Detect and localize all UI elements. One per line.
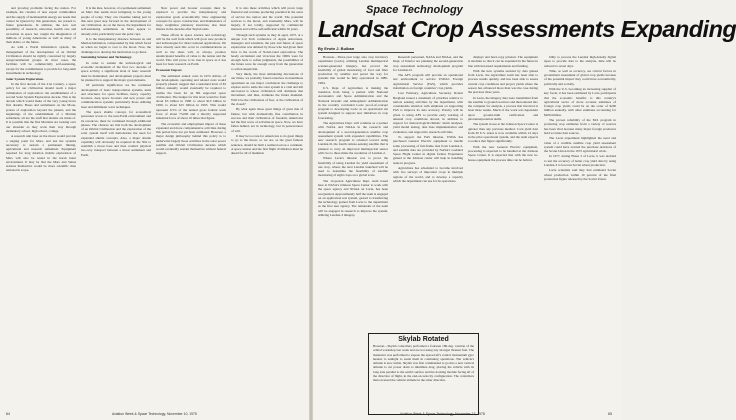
- paragraph: The economic and employment impact of these expanded and more comprehensive activities during this period have not yet been estimated. However, a major design philosophy behind this policy is to underwrite largely those activities in the solar power satellite and Orbital Civilization decades which would eventually sustain themselves without federal support.: [156, 121, 226, 156]
- left-column-2: [81, 6, 151, 408]
- paragraph: Houston—Three-year large area crop inventory experiment (Lacie), utilizing Landsat multispectral scanner-generated imagery, has proved the feasibility of global monitoring of food and fiber production by satellite and paved the way for systems that would be fully operational in 1980-1984.: [318, 55, 388, 85]
- paragraph: The system in use at the Johnson Space Center is quicker than any previous method. Corn yield data from 30 U.S. states is now available within 14 days in the pilot operational system, and the team expects to reduce that figure significantly.: [468, 122, 538, 144]
- paragraph: It may be too late for Americans to do great things to go to the moon, so we are, as the great famous sentence, should be built a realized across a continent. A space station and the first flight civilization must be ahead for all of mankind.: [231, 134, 303, 155]
- paragraph: It is also these activities which will prove large financial and revenue producing potential in the areas of service the nation and the world. The potential services to the moon, and eventually Mars, will be largely, if not totally, supported by commercial interests and will be self-sufficient within 50 years.: [231, 6, 303, 32]
- paragraph: By what again those great things of great risk of failure, but with dramatically fine contribution in success and their civilization of freedom, Americans led the first wave of activities in space. Now, we have fallen behind, not in technology, but in perseverance of will.: [231, 107, 303, 133]
- subhead: Sustaining Science and Technology.: [81, 55, 133, 60]
- paragraph: In the first decade of the 21st Century, a space policy for our civilization should reach a major culmination of exploration: the establishment of a second Solar System Exploration decade. This is the decade which would make of the very young brave first dreams. Bases and settlements on the Moon, probes of exploration beyond the planets, and the beginnings of the establishment of a Martian settlement, all are the stuff that dreams are made of. It is possible that the first Martians are looking over our shoulder as they work their way through elementary school, high school, college.: [6, 82, 76, 133]
- paragraph: The proven reliability of the FAS program in producing crop estimates from a variety of sources has been vital because many major foreign producers hold accurate data sources.: [544, 118, 616, 135]
- paragraph: In order to sustain the technological and economic momentum of the first two decades of space activity, a significant level of basic research must be maintained, and development projects must be planned in to support the major goal elements.: [81, 60, 151, 82]
- section-kicker: Space Technology: [366, 4, 463, 16]
- paragraph: In Lacie, the imagery data were transmitted from the satellite to ground receivers and then entered into the computer for analysis, a process that involved at least three weeks. Much of the work was dependent upon ground-truth verification and photointerpretation skills.: [468, 95, 538, 121]
- paragraph: With the new General Electric equipment, processing is expected to be handled at the Johnson Space Center. It is expected that with the new in-house equipment the process time can be halved.: [468, 144, 538, 162]
- paragraph: Of particular significance are the continued development of basic transportation systems, units and structures for space facilities, heavy capacity boosters, deep space boosters and new power and communication systems particularly those utilizing laser and millimeter wave techniques.: [81, 83, 151, 109]
- sidebar-text: Houston—Skylab controllers performed a fourteen 180-deg. rotation of the orbital workshop last week and are not using any stronger thruster fuel. The maneuver was performed to expose the spacecraft's control momentum gyro heaters to sunlight to assist them in continuing operations. The vehicle's attitude is now stable. Skylab was first commanded to go into a new vertical attitude to cut power drain to minimize drag, placing the vehicle with its long axis parallel to the earth's surface and the docking module facing aft of the direction of flight, in the end-on-velocity configuration. The controllers then reversed the vehicle attitude in the other direction.: [373, 344, 474, 382]
- paragraph: The space shuttle concept, for economical personnel access to the near-Earth environment and its resources, must be continued through additional phases. The chances are that both the development of an Orbital Civilization and the exploration of the solar system itself will demonstrate the need for expanded shuttle concepts. Also, a major shuttle capability will obviously be required in the '90s to establish a moon base and then conduct physical two-way transport between a moon settlement and Earth.: [81, 110, 151, 157]
- page-gutter: [309, 0, 313, 420]
- paragraph: and growing problems facing the nation. For example, the creation of new export commodities and the supply of inexhaustible energy are needs that cannot be ignored by this generation, nor passed to future generations. In addition, the new real possibility of research, education, health care and recreation in space has caught the imagination of millions of young Americans as well as many of their elders, or the future.: [6, 6, 76, 44]
- paragraph: With the new systems assisted by data gained from Lacie, the Agriculture team has been able to process results quickly, and has been able to assess current crop conditions and project yields where the season has advanced more than was the case during the previous three years.: [468, 68, 538, 95]
- paragraph: The Lacie experiment highlighted the need and value of a credible satellite crop yield assessment system could have averted the purchase decisions of the Soviet Union in the 1972 agricultural crisis.: [544, 136, 616, 153]
- sidebar-title: Skylab Rotated: [398, 336, 449, 343]
- article-headline: Landsat Crop Assessments Expanding: [318, 16, 736, 42]
- right-column-2: [393, 55, 463, 329]
- paragraph: displays and hard-copy printout. The equipment is modular so that it can be expanded in the future in line with increased requirements and funding.: [468, 55, 538, 68]
- right-page-number: 65: [608, 412, 612, 416]
- paragraph: The 12-person Agriculture Dept. team based here at NASA's Johnson Space Center to work with the space agency and NOAA on Lacie, has been reorganized. Approximately half the team is engaged on an application test system, geared to transferring the technology gained from Lacie to the department as the first user agency. The remainder of the team will be engaged in research to improve the system, utilizing Landsat-3 imagery.: [318, 178, 388, 217]
- paragraph: With the U.S. becoming an increasing supplier of key foods, it has been estimated by Lacie participants that the economic benefits to this country's agricultural sector of more accurate estimates of foreign crop yields could be on the order of $200 million annually, with other estimates accounting for $200 million.: [544, 87, 616, 117]
- left-page-number: 64: [6, 412, 10, 416]
- left-column-3: [156, 6, 226, 408]
- paragraph: bility to process the Landsat high-density digital tapes to provide data to the analysts, time will be reduced to seven days.: [544, 55, 616, 68]
- paragraph: A research unit base on the moon would provide a staging point for Mars, and test the systems necessary to sustain a permanent mining, agricultural and research settlement. Equipment required for long duration mobile exploration of Mars will also be tested in the harsh lunar environment. It may be that the Mars and Venus stations themselves would be more scientific than national in scope.: [6, 134, 76, 173]
- paragraph: Research personnel, NASA and NOAA, and the Dept. of Interior are planning the second-generation crop assessment technology development program for Landsat-D.: [393, 55, 463, 72]
- right-column-3: [468, 55, 538, 329]
- skylab-sidebar-box: [368, 333, 479, 415]
- paragraph: Very likely, the most stimulating discussions of our times, we probably found ourselves in unanimous agreement on one major conclusion: the challenge to explore and to settle the solar system is a vital and left uncovered is whose civilization will dominate that movement, and thus, dominate the future mankind. Will it be the civilization of free, or the civilization of the closed?: [231, 72, 303, 106]
- paragraph: Agriculture has scheduled to become involved with two surveys of important crops in multiple regions of the world, and to develop a capacity which the department can use for its operations.: [393, 166, 463, 183]
- paragraph: New power and booster concepts must be explored to provide the interplanetary and exploration goals economically. New engineering concepts for space construction, and maintenance of large weightless planetary structures, also must mature in the decades after Skylab ends.: [156, 6, 226, 32]
- paragraph: In 1977, during Phase 3 of Lacie, it was decided to test the accuracy of better crop yield data by using Landsat-3 to forecast Soviet wheat production.: [544, 154, 616, 167]
- paragraph: It is the idea, however, of a permanent settlement on Mars that seems most intriguing to the young people of today. They can visualize taking part in this next great step forward in the development of our civilization. As on the moon, the ingredients for self-sustaining settlements on Mars appear to already exist, particularly near the polar caps.: [81, 6, 151, 36]
- paragraph: These efforts in space science and technology will be the well from which will grow new products and technologies for direct national applications. We have already seen this occur in communications as well as the ideas will, as always, produce unanticipated benefits of value to the nation and the world. This will prove to be true in space as it has been for basic research on Earth.: [156, 32, 226, 67]
- paragraph: As with a World Information system, the management of the development of an Orbital Civilization should be rightly concerned by largely nongovernmental groups. In most cases, the facilities will be commercially self-sustaining, except for the commitments to provide for long-term investments in technology.: [6, 45, 76, 75]
- left-page-footer: Aviation Week & Space Technology, November 10, 1975: [112, 412, 197, 416]
- byline-rule: [318, 52, 414, 53]
- paragraph: To support the FAS mission, USDA has purchased General Electric equipment to handle some processing of full-frame data from Landsat-2, and satellite data are provided by NASA's Goddard Space Flight Center in digital format. Experience gained at the Johnson center will help in handling tasks in progress.: [393, 135, 463, 165]
- paragraph: The AFS program will provide an operational test environment to service USDA's Foreign Agricultural Service (FAS), which provides information on foreign countries' crop yields.: [393, 73, 463, 90]
- paragraph: Lacie scientists said they had estimated Soviet wheat production within 10 percent of the final production figure released by the Soviet Union.: [544, 168, 616, 181]
- left-column-4: [231, 6, 303, 408]
- paragraph: U.S. Dept. of Agriculture is making the transition from being a partner with National Aeronautics and Space Administration and the National Oceanic and Atmospheric Administration in the recently concluded Lacie proof-of-concept program to developing Lacie as an operational ten system designed to support new initiatives in crop forecasting.: [318, 85, 388, 120]
- paragraph: The estimated annual costs in 1974 dollars, of the development, operating and related costs would properly phased, suggest that a sustained level of $3 billion annually would eventually be required to realize the basis for an 8th supported space civilization. The budget for this level would be from about $3 billion in 1980 to about $10 billion in 1990, to about $15 billion in 1995. This would represent 0.5% of the annual gross federal work force of about 75,000 and a directly supported industrial force of about 10 times that figure.: [156, 73, 226, 121]
- paragraph: Time, as well as accuracy, are critical factors in government assessment of global crop yields because of the potential impact they could have economically, politically and socially.: [544, 68, 616, 86]
- right-column-4: [544, 55, 616, 408]
- paragraph: It is the interplanetary distance between us and Martian habitation, compounded by that which faced us when we began to race to the moon. Now, the challenge is to develop the motivation to go there.: [81, 36, 151, 54]
- subhead: Solar System Exploration.: [6, 76, 44, 81]
- paragraph: Through such systems as they in aged, 1975, at a unique Cal Tech conference of Apple Astronauts, managers and scientists, the past and future of space exploration was debated by those who had given their lives to the words of Nobel-rated exploration. The heady excitement and vivacious the 1960s were far enough back to soften judgments, the possibilities of the future were far enough away from the generation to soften skepticism.: [231, 32, 303, 71]
- paragraph: Last February, Agriculture Secretary Robert Bergland issued a statement of priorities relative to remote sensing activities by the department, with considerable attention with emphasis on supporting FAS to improve its data accuracy. Priority will be given to using AFS to provide early warning of unusual crop conditions abroad, in addition to support for meteorological/climatic alarm analyses, yield model testing, data base implementation and evaluation, and supportive research activities.: [393, 91, 463, 134]
- paragraph: The Agriculture Dept. will continue as a partner with NASA and NOAA in the research and development of a second-generation satellite crop assessment system with expanded capabilities. The new research program is oriented toward using Landsat-D, the fourth remote-sensing satellite that is planned to carry an improved multispectral sensor with two to three times the resolution of Landsat-2.: [318, 121, 388, 155]
- right-page-footer: Aviation Week & Space Technology, November 13, 1978: [400, 412, 485, 416]
- article-byline: By Erwin J. Bulban: [318, 46, 355, 51]
- subhead: Economic Impact.: [156, 68, 183, 73]
- paragraph: Where Lacie's mission was to prove the feasibility of using Landsat for yield assessment of one crop, wheat, the next Landsat launched will be used to determine the feasibility of satellite monitoring of eight crops on a global scale.: [318, 156, 388, 178]
- left-column-1: [6, 6, 76, 408]
